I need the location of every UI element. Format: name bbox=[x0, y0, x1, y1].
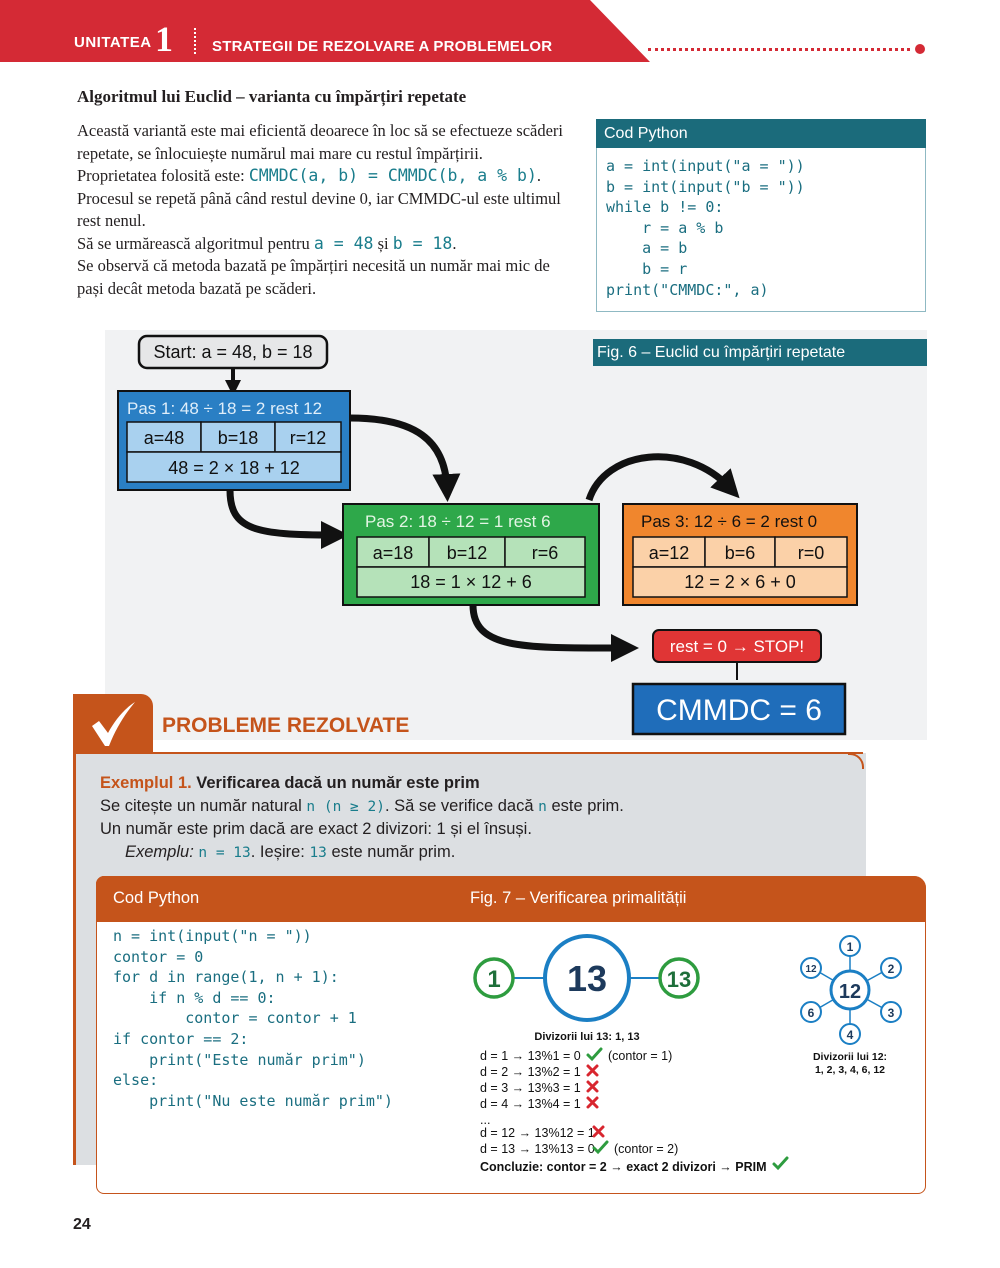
code1-line: b = r bbox=[606, 259, 688, 278]
chapter-title: STRATEGII DE REZOLVARE A PROBLEMELOR bbox=[212, 38, 553, 55]
example-number: Exemplul 1. bbox=[100, 774, 192, 792]
code1-line: while b != 0: bbox=[606, 198, 724, 217]
sat-12: 12 bbox=[805, 964, 817, 975]
code2-line: n = int(input("n = ")) bbox=[113, 927, 312, 945]
l3-post: este număr prim. bbox=[326, 842, 456, 861]
code1-line: a = int(input("a = ")) bbox=[606, 157, 805, 175]
fig7-row-text: d = 1 → 13%1 = 0 bbox=[480, 1049, 581, 1063]
code2-line: if contor == 2: bbox=[113, 1029, 249, 1048]
l3-code: n = 13 bbox=[198, 844, 251, 861]
l3-mid: . Ieșire: bbox=[250, 842, 310, 861]
header-dotted-rule bbox=[648, 48, 910, 51]
check-icon bbox=[594, 1142, 607, 1152]
p4-mid: și bbox=[373, 233, 393, 253]
page-number: 24 bbox=[73, 1216, 91, 1233]
start-text: Start: a = 48, b = 18 bbox=[153, 342, 313, 362]
step2-b: b=12 bbox=[446, 543, 488, 563]
l1-code: n (n ≥ 2) bbox=[306, 798, 385, 815]
arrow-1-2-low bbox=[230, 490, 335, 535]
example-line1 bbox=[100, 795, 624, 819]
example-title: Verificarea dacă un număr este prim bbox=[191, 774, 480, 792]
step1-eq: 48 = 2 × 18 + 12 bbox=[168, 458, 300, 478]
fig7-row-note: (contor = 2) bbox=[614, 1142, 679, 1156]
cross-icon bbox=[588, 1082, 597, 1091]
l1-mid: . Să se verifice dacă bbox=[384, 796, 539, 815]
p2-pre: Proprietatea folosită este: bbox=[77, 166, 249, 185]
step2-a: a=18 bbox=[372, 543, 414, 563]
code1-line: r = a % b bbox=[606, 218, 724, 237]
step1-r: r=12 bbox=[289, 428, 327, 448]
intro-p2 bbox=[77, 165, 565, 188]
problems-title: PROBLEME REZOLVATE bbox=[162, 714, 410, 737]
example-line2: Un număr este prim dacă are exact 2 divizori: 1 și el însuși. bbox=[100, 820, 532, 838]
step2-r: r=6 bbox=[531, 543, 559, 563]
code-box-1-code bbox=[606, 156, 805, 300]
section-title: Algoritmul lui Euclid – varianta cu împărțiri repetate bbox=[77, 87, 467, 106]
fig6-caption: Fig. 6 – Euclid cu împărțiri repetate bbox=[593, 339, 927, 366]
fig7-caption: Fig. 7 – Verificarea primalității bbox=[470, 889, 687, 907]
node-12-text: 12 bbox=[838, 981, 862, 1003]
example-heading bbox=[100, 772, 624, 795]
fig7-row-text: d = 12 → 13%12 = 1 bbox=[480, 1126, 595, 1140]
check-icon bbox=[588, 1049, 601, 1059]
fig7-conclusion: Concluzie: contor = 2 → exact 2 divizori → PRIM bbox=[480, 1160, 767, 1174]
fig7-row-text: d = 4 → 13%4 = 1 bbox=[480, 1097, 581, 1111]
arrow-2-stop bbox=[473, 605, 625, 648]
p2-code: CMMDC(a, b) = CMMDC(b, a % b) bbox=[248, 166, 537, 185]
p4-post: . bbox=[452, 233, 457, 253]
unit-label: UNITATEA bbox=[74, 34, 152, 51]
code1-line: a = b bbox=[606, 239, 688, 258]
header-dot bbox=[915, 44, 925, 54]
l3-label: Exemplu: bbox=[125, 842, 194, 861]
code2-line: if n % d == 0: bbox=[113, 988, 276, 1007]
divisors-12-label-1: Divizorii lui 12: bbox=[812, 1051, 888, 1063]
intro-p1: Această variantă este mai eficientă deoarece în loc să se efectueze scăderi repetate, se înlocuiește numărul mai mare cu restul împărțirii. bbox=[77, 121, 563, 163]
l1-pre: Se citește un număr natural bbox=[100, 796, 307, 815]
problems-rule bbox=[153, 752, 863, 754]
unit-number: 1 bbox=[155, 19, 173, 59]
l1-post: este prim. bbox=[546, 796, 624, 815]
sat-4: 4 bbox=[846, 1028, 854, 1042]
fig7-row-text: d = 3 → 13%3 = 1 bbox=[480, 1081, 581, 1095]
intro-p4 bbox=[77, 233, 565, 256]
cross-icon bbox=[588, 1066, 597, 1075]
fig7-diagram bbox=[470, 928, 920, 1190]
sat-2: 2 bbox=[887, 962, 895, 976]
code2-line: for d in range(1, n + 1): bbox=[113, 968, 339, 987]
sat-3: 3 bbox=[887, 1006, 895, 1020]
code-box-1-title: Cod Python bbox=[596, 119, 926, 148]
arrow-2-3 bbox=[589, 457, 730, 500]
step2-title: Pas 2: 18 ÷ 12 = 1 rest 6 bbox=[365, 512, 551, 531]
sat-6: 6 bbox=[807, 1006, 815, 1020]
result-text: CMMDC = 6 bbox=[656, 694, 822, 727]
fig7-row-note: (contor = 1) bbox=[608, 1049, 673, 1063]
p4-code-b: b = 18 bbox=[392, 233, 453, 253]
code2-line: print("Este număr prim") bbox=[113, 1050, 366, 1069]
p2-post: . bbox=[536, 166, 542, 185]
l3-code2: 13 bbox=[309, 844, 327, 861]
intro-text bbox=[77, 120, 565, 300]
step3-eq: 12 = 2 × 6 + 0 bbox=[684, 572, 796, 592]
sat-1: 1 bbox=[846, 940, 854, 954]
step2-eq: 18 = 1 × 12 + 6 bbox=[410, 572, 532, 592]
fig7-row-text: ... bbox=[480, 1113, 491, 1127]
divisors-12-graph bbox=[801, 936, 901, 1044]
code2-line: contor = 0 bbox=[113, 947, 204, 966]
checkmark-icon bbox=[88, 700, 138, 750]
fig7-row-text: d = 13 → 13%13 = 0 bbox=[480, 1142, 595, 1156]
step1-title: Pas 1: 48 ÷ 18 = 2 rest 12 bbox=[127, 399, 323, 418]
code2-line: contor = contor + 1 bbox=[113, 1009, 357, 1028]
step3-b: b=6 bbox=[724, 543, 756, 563]
step3-a: a=12 bbox=[648, 543, 690, 563]
step3-r: r=0 bbox=[797, 543, 825, 563]
code1-line: b = int(input("b = ")) bbox=[606, 177, 805, 196]
node-right-text: 13 bbox=[666, 967, 692, 992]
node-center-text: 13 bbox=[566, 958, 608, 999]
fig7-rows bbox=[480, 1049, 678, 1156]
intro-p3: Procesul se repetă până când restul devine 0, iar CMMDC-ul este ultimul rest nenul. bbox=[77, 188, 561, 230]
code1-line: print("CMMDC:", a) bbox=[606, 280, 769, 299]
example-line3 bbox=[100, 841, 624, 865]
p4-code-a: a = 48 bbox=[313, 233, 374, 253]
header-divider bbox=[194, 28, 196, 54]
cross-icon bbox=[588, 1098, 597, 1107]
step3-title: Pas 3: 12 ÷ 6 = 2 rest 0 bbox=[641, 512, 818, 531]
intro-p5: Se observă că metoda bazată pe împărțiri necesită un număr mai mic de pași decât metoda bazată pe scăderi. bbox=[77, 256, 550, 298]
code-box-2-title: Cod Python bbox=[113, 889, 200, 907]
stop-text: rest = 0 → STOP! bbox=[669, 637, 805, 656]
cross-icon bbox=[594, 1127, 603, 1136]
code-box-2-code bbox=[113, 926, 393, 1111]
code2-line: print("Nu este număr prim") bbox=[113, 1091, 393, 1110]
l1-code2: n bbox=[538, 798, 547, 815]
divisors-13-label: Divizorii lui 13: 1, 13 bbox=[534, 1031, 640, 1043]
fig7-row-text: d = 2 → 13%2 = 1 bbox=[480, 1065, 581, 1079]
code2-line: else: bbox=[113, 1071, 159, 1090]
p4-pre: Să se urmărească algoritmul pentru bbox=[77, 233, 314, 253]
conclusion-check-icon bbox=[774, 1158, 787, 1168]
node-left-text: 1 bbox=[487, 966, 501, 993]
example-text bbox=[100, 772, 624, 864]
fig6-diagram bbox=[105, 330, 927, 740]
step1-a: a=48 bbox=[143, 428, 185, 448]
step1-b: b=18 bbox=[217, 428, 259, 448]
divisors-12-label-2: 1, 2, 3, 4, 6, 12 bbox=[814, 1064, 886, 1076]
arrow-1-2-high bbox=[350, 418, 447, 488]
